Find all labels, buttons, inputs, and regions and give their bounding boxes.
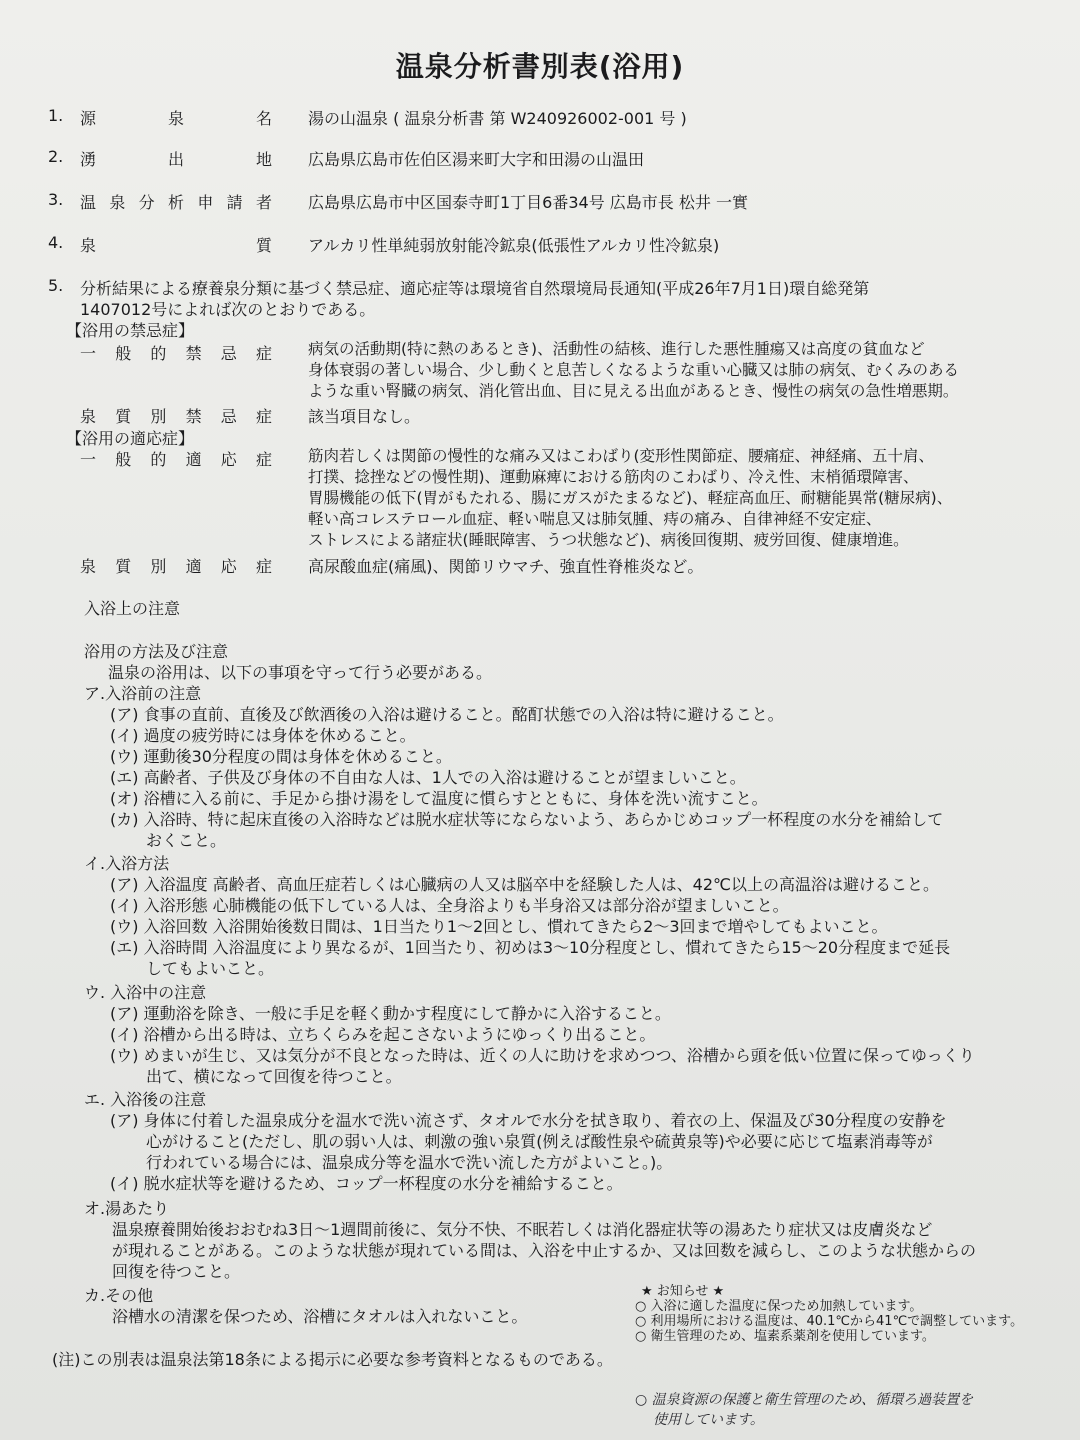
section-line: (ア) 入浴温度 高齢者、高血圧症若しくは心臓病の人又は脳卒中を経験した人は、42℃以上の高温浴は避けること。: [110, 875, 939, 894]
section-line: (イ) 入浴形態 心肺機能の低下している人は、全身浴よりも半身浴又は部分浴が望ましいこと。: [110, 896, 789, 915]
label-char: 泉: [109, 193, 126, 212]
section-line: (イ) 過度の疲労時には身体を休めること。: [110, 726, 416, 745]
label-char: 請: [226, 193, 243, 212]
notice-item: ○ 衛生管理のため、塩素系薬剤を使用しています。: [635, 1329, 935, 1344]
label-char: 禁: [185, 344, 202, 363]
label-char: 応: [220, 557, 237, 576]
text-line: 身体衰弱の著しい場合、少し動くと息苦しくなるような重い心臓又は肺の病気、むくみのある: [308, 361, 960, 379]
header-row-label: [80, 233, 272, 256]
label-char: 質: [255, 236, 272, 255]
label-char: 名: [255, 109, 272, 128]
header-row-label: [80, 106, 272, 129]
label-char: 的: [150, 344, 167, 363]
method-title: 浴用の方法及び注意: [84, 642, 229, 661]
section5-intro-2: 1407012号によれば次のとおりである。: [80, 300, 376, 319]
section5-intro-text-1: 分析結果による療養泉分類に基づく禁忌症、適応症等は環境省自然環境局長通知(平成26年7月1日)環自総発第: [80, 279, 870, 298]
header-row-value: 広島県広島市佐伯区湯来町大字和田湯の山温田: [308, 150, 645, 169]
label-char: 析: [167, 193, 184, 212]
section-line: 行われている場合には、温泉成分等を温水で洗い流した方がよいこと。)。: [146, 1153, 673, 1172]
section-line: (オ) 浴槽に入る前に、手足から掛け湯をして温度に慣らすとともに、身体を洗い流すこと。: [110, 789, 768, 808]
section-line: (カ) 入浴時、特に起床直後の入浴時などは脱水症状等にならないよう、あらかじめコップ一杯程度の水分を補給して: [110, 810, 944, 829]
notice-title: ★ お知らせ ★: [641, 1284, 725, 1299]
section-line: (ア) 食事の直前、直後及び飲酒後の入浴は避けること。酩酊状態での入浴は特に避けること。: [110, 705, 784, 724]
text-line: ような重い腎臓の病気、消化管出血、目に見える出血があるとき、慢性の病気の急性増悪期。: [308, 382, 959, 400]
section-line: が現れることがある。このような状態が現れている間は、入浴を中止するか、又は回数を減らし、このような状態からの: [112, 1241, 977, 1260]
section-line: (エ) 高齢者、子供及び身体の不自由な人は、1人での入浴は避けることが望ましいこと。: [110, 768, 746, 787]
label-char: 申: [197, 193, 214, 212]
label-char: 般: [115, 450, 132, 469]
label-char: 泉: [167, 109, 184, 128]
section-line: (イ) 脱水症状等を避けるため、コップ一杯程度の水分を補給すること。: [110, 1174, 623, 1193]
section-line: 出て、横になって回復を待つこと。: [146, 1067, 402, 1086]
header-row-value: アルカリ性単純弱放射能冷鉱泉(低張性アルカリ性冷鉱泉): [308, 236, 720, 255]
label-char: 忌: [220, 344, 237, 363]
text-line: 軽い高コレステロール血症、軽い喘息又は肺気腫、痔の痛み、自律神経不安定症、: [308, 510, 882, 528]
section-line: 温泉療養開始後おおむね3日～1週間前後に、気分不快、不眠若しくは消化器症状等の湯あたり症状又は皮膚炎など: [112, 1220, 933, 1239]
senshitsu-kinki-value: 該当項目なし。: [308, 407, 421, 426]
handwritten-line: ○ 温泉資源の保護と衛生管理のため、循環ろ過装置を: [635, 1392, 974, 1408]
label-char: 分: [138, 193, 155, 212]
label-char: 温: [80, 193, 97, 212]
label-char: 質: [115, 407, 132, 426]
label-char: 症: [255, 450, 272, 469]
header-row-value: 湯の山温泉 ( 温泉分析書 第 W240926002-001 号 ): [308, 109, 687, 128]
section-heading: イ.入浴方法: [84, 854, 170, 873]
section5-num: 5.: [48, 276, 64, 295]
label-char: 適: [185, 557, 202, 576]
section-line: (エ) 入浴時間 入浴温度により異なるが、1回当たり、初めは3～10分程度とし、慣れてきたら15～20分程度まで延長: [110, 938, 951, 957]
bathing-notes-title: 入浴上の注意: [84, 599, 181, 618]
label-char: 症: [255, 557, 272, 576]
text-line: ストレスによる諸症状(睡眠障害、うつ状態など)、病後回復期、疲労回復、健康増進。: [308, 531, 909, 549]
section-line: おくこと。: [146, 831, 227, 850]
header-row-value: 広島県広島市中区国泰寺町1丁目6番34号 広島市長 松井 一實: [308, 193, 748, 212]
label-char: 地: [255, 150, 272, 169]
header-row-label: [80, 190, 272, 213]
label-char: 者: [255, 193, 272, 212]
section-heading: ア.入浴前の注意: [84, 684, 202, 703]
header-row-num: 4.: [48, 233, 64, 252]
header-row-num: 1.: [48, 106, 64, 125]
general-kinki-label: [80, 341, 272, 364]
label-char: 別: [150, 407, 167, 426]
senshitsu-tekio-label: [80, 554, 272, 577]
section-line: (ア) 運動浴を除き、一般に手足を軽く動かす程度にして静かに入浴すること。: [110, 1004, 671, 1023]
text-line: 打撲、捻挫などの慢性期)、運動麻痺における筋肉のこわばり、冷え性、末梢循環障害、: [308, 468, 919, 486]
notice-item: ○ 入浴に適した温度に保つため加熱しています。: [635, 1299, 923, 1314]
section-line: (イ) 浴槽から出る時は、立ちくらみを起こさないようにゆっくり出ること。: [110, 1025, 656, 1044]
label-char: 別: [150, 557, 167, 576]
label-char: 一: [80, 450, 97, 469]
section-line: (ウ) 運動後30分程度の間は身体を休めること。: [110, 747, 452, 766]
method-intro: 温泉の浴用は、以下の事項を守って行う必要がある。: [108, 663, 493, 682]
header-row-num: 3.: [48, 190, 64, 209]
senshitsu-kinki-label: [80, 404, 272, 427]
label-char: 出: [167, 150, 184, 169]
section-line: 心がけること(ただし、肌の弱い人は、刺激の強い泉質(例えば酸性泉や硫黄泉等)や必要に応じて塩素消毒等が: [146, 1132, 933, 1151]
label-char: 泉: [80, 236, 97, 255]
text-line: 病気の活動期(特に熱のあるとき)、活動性の結核、進行した悪性腫瘍又は高度の貧血など: [308, 340, 925, 358]
label-char: 的: [150, 450, 167, 469]
label-char: 症: [255, 344, 272, 363]
handwritten-line: 使用しています。: [653, 1412, 764, 1428]
label-char: 質: [115, 557, 132, 576]
notice-items: [635, 1299, 1023, 1344]
kinki-header: 【浴用の禁忌症】: [66, 321, 195, 340]
tekio-header: 【浴用の適応症】: [66, 429, 195, 448]
section-line: してもよいこと。: [146, 959, 275, 978]
notice-item: ○ 利用場所における温度は、40.1℃から41℃で調整しています。: [635, 1314, 1024, 1329]
section-heading: オ.湯あたり: [84, 1199, 170, 1218]
label-char: 忌: [220, 407, 237, 426]
label-char: 湧: [80, 150, 97, 169]
section-line: (ウ) 入浴回数 入浴開始後数日間は、1日当たり1～2回とし、慣れてきたら2～3回まで増やしてもよいこと。: [110, 917, 888, 936]
label-char: 適: [185, 450, 202, 469]
senshitsu-tekio-value: 高尿酸血症(痛風)、関節リウマチ、強直性脊椎炎など。: [308, 557, 704, 576]
section-heading: エ. 入浴後の注意: [84, 1090, 207, 1109]
label-char: 泉: [80, 557, 97, 576]
label-char: 源: [80, 109, 97, 128]
label-char: 症: [255, 407, 272, 426]
handwritten-note: [635, 1390, 973, 1430]
section-line: 回復を待つこと。: [112, 1262, 241, 1281]
notice-box: [635, 1284, 1023, 1344]
section-line: (ウ) めまいが生じ、又は気分が不良となった時は、近くの人に助けを求めつつ、浴槽から頭を低い位置に保ってゆっくり: [110, 1046, 975, 1065]
document-title: 温泉分析書別表(浴用): [395, 50, 685, 83]
text-line: 筋肉若しくは関節の慢性的な痛み又はこわばり(変形性関節症、腰痛症、神経痛、五十肩、: [308, 447, 935, 465]
section-line: (ア) 身体に付着した温泉成分を温水で洗い流さず、タオルで水分を拭き取り、着衣の上、保温及び30分程度の安静を: [110, 1111, 947, 1130]
label-char: 一: [80, 344, 97, 363]
section-line: 浴槽水の清潔を保つため、浴槽にタオルは入れないこと。: [112, 1307, 528, 1326]
header-row-label: [80, 147, 272, 170]
footnote: (注)この別表は温泉法第18条による掲示に必要な参考資料となるものである。: [52, 1350, 613, 1369]
header-row-num: 2.: [48, 147, 64, 166]
label-char: 応: [220, 450, 237, 469]
label-char: 泉: [80, 407, 97, 426]
label-char: 禁: [185, 407, 202, 426]
label-char: 般: [115, 344, 132, 363]
section-heading: ウ. 入浴中の注意: [84, 983, 207, 1002]
text-line: 胃腸機能の低下(胃がもたれる、腸にガスがたまるなど)、軽症高血圧、耐糖能異常(糖尿病)、: [308, 489, 953, 507]
general-tekio-label: [80, 447, 272, 470]
section-heading: カ.その他: [84, 1286, 154, 1305]
